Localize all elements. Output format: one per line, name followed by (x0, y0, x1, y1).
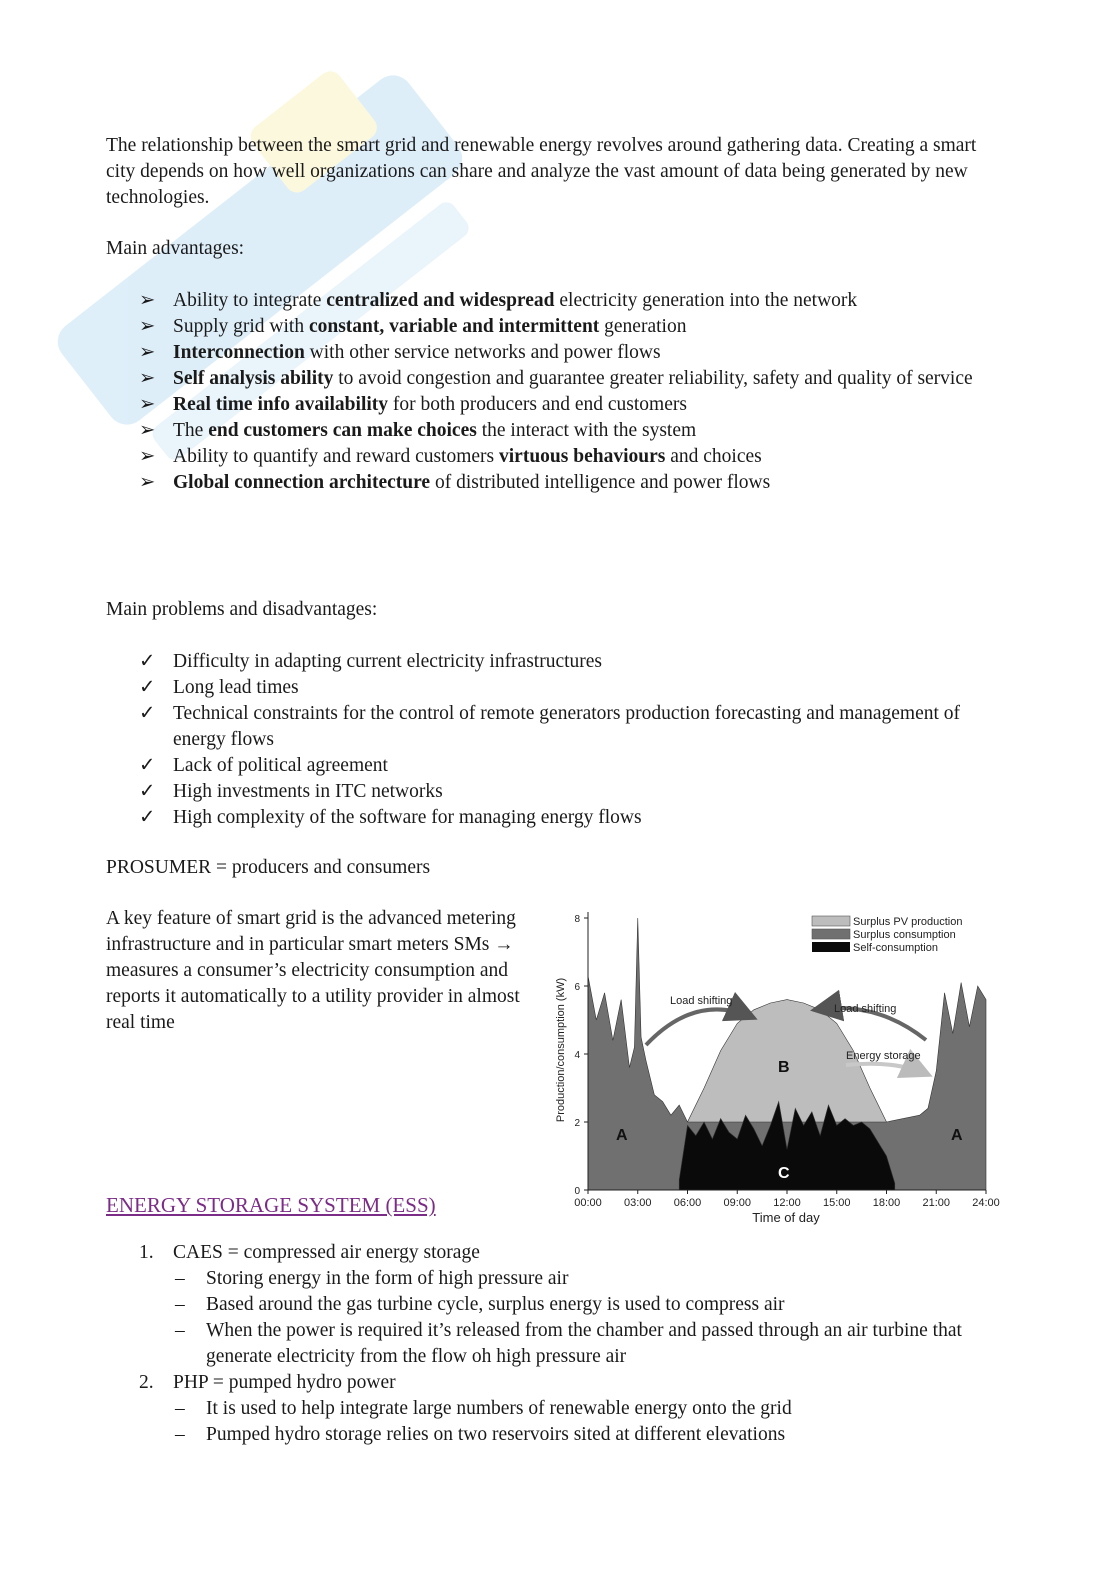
list-item: 2. PHP = pumped hydro power – It is used to help integrate large numbers of renewable energy onto the grid – Pumped hydro storage relies on two reservoirs sited at different elevations (106, 1370, 1016, 1448)
legend-swatch-surplus-consumption (812, 929, 850, 939)
arrow-bullet-icon: ➢ (139, 368, 156, 389)
legend-label-pv: Surplus PV production (853, 916, 963, 928)
advantages-list (106, 288, 1016, 496)
list-item: – Pumped hydro storage relies on two reservoirs sited at different elevations (173, 1422, 1016, 1448)
section-heading-ess[interactable]: ENERGY STORAGE SYSTEM (ESS) (106, 1193, 436, 1217)
y-tick-label: 0 (574, 1186, 580, 1197)
list-item: – Based around the gas turbine cycle, surplus energy is used to compress air (173, 1292, 1016, 1318)
list-item: ➢ The end customers can make choices the interact with the system (106, 418, 1016, 444)
check-bullet-icon: ✓ (139, 703, 156, 724)
legend-label-surplus-consumption: Surplus consumption (853, 929, 956, 941)
item-number: 2. (139, 1372, 154, 1393)
region-label-a-left: A (616, 1127, 628, 1144)
check-bullet-icon: ✓ (139, 677, 156, 698)
arrow-bullet-icon: ➢ (139, 394, 156, 415)
annotation-load-shifting-right: Load shifting (834, 1003, 897, 1015)
list-item: ➢ Supply grid with constant, variable and intermittent generation (106, 314, 1016, 340)
list-item: ➢ Real time info availability for both producers and end customers (106, 392, 1016, 418)
region-label-c: C (778, 1165, 790, 1182)
region-label-a-right: A (951, 1127, 963, 1144)
annotation-energy-storage: Energy storage (846, 1050, 921, 1062)
x-tick-label: 15:00 (822, 1197, 851, 1209)
arrow-bullet-icon: ➢ (139, 290, 156, 311)
disadvantages-heading: Main problems and disadvantages: (106, 599, 378, 620)
y-tick-label: 8 (574, 914, 580, 925)
list-item: ➢ Ability to quantify and reward customers virtuous behaviours and choices (106, 444, 1016, 470)
legend-swatch-pv (812, 916, 850, 926)
arrow-bullet-icon: ➢ (139, 420, 156, 441)
arrow-bullet-icon: ➢ (139, 472, 156, 493)
y-tick-label: 4 (574, 1050, 580, 1061)
list-item: ✓ Difficulty in adapting current electricity infrastructures (106, 649, 1016, 675)
advantages-heading: Main advantages: (106, 238, 245, 259)
x-tick-label: 18:00 (872, 1197, 901, 1209)
list-item: ✓ Lack of political agreement (106, 753, 1016, 779)
dash-bullet-icon: – (175, 1268, 185, 1289)
list-item: – Storing energy in the form of high pressure air (173, 1266, 1016, 1292)
x-axis-label: Time of day (752, 1210, 820, 1225)
intro-paragraph: The relationship between the smart grid and renewable energy revolves around gathering data. Creating a smart city depends on how well organizations can share and analyze the vast amount of data being generated by new technologies. (106, 135, 977, 208)
region-label-b: B (778, 1059, 790, 1076)
legend-label-self-consumption: Self-consumption (853, 942, 938, 954)
dash-bullet-icon: – (175, 1398, 185, 1419)
legend-swatch-self-consumption (812, 942, 850, 952)
prosumer-definition: PROSUMER = producers and consumers (106, 857, 431, 878)
dash-bullet-icon: – (175, 1294, 185, 1315)
list-item: ➢ Interconnection with other service networks and power flows (106, 340, 1016, 366)
list-item: ✓ High complexity of the software for managing energy flows (106, 805, 1016, 831)
x-tick-label: 24:00 (972, 1197, 1000, 1209)
sub-list (173, 1266, 1016, 1370)
list-item: ➢ Ability to integrate centralized and widespread electricity generation into the network (106, 288, 1016, 314)
disadvantages-list (106, 649, 1016, 831)
list-item: ✓ Technical constraints for the control of remote generators production forecasting and management of energy flows (139, 703, 961, 750)
arrow-bullet-icon: ➢ (139, 316, 156, 337)
list-item: ➢ Global connection architecture of distributed intelligence and power flows (106, 470, 1016, 496)
check-bullet-icon: ✓ (139, 755, 156, 776)
y-tick-label: 6 (574, 982, 580, 993)
item-number: 1. (139, 1242, 154, 1263)
list-item: 1. CAES = compressed air energy storage – Storing energy in the form of high pressure air – Based around the gas turbine cycle, surplus energy is used to compress air – When the power is required it’s released from the chamber and passed through an air turbine that generate electricity from the flow oh high pressure air (106, 1240, 1016, 1370)
sub-list (173, 1396, 1016, 1448)
annotation-load-shifting-left: Load shifting (670, 995, 733, 1007)
x-tick-label: 00:00 (574, 1197, 602, 1209)
list-item: – It is used to help integrate large numbers of renewable energy onto the grid (173, 1396, 1016, 1422)
list-item: ➢ Self analysis ability to avoid congestion and guarantee greater reliability, safety and quality of service (106, 366, 1016, 392)
dash-bullet-icon: – (175, 1424, 185, 1445)
check-bullet-icon: ✓ (139, 807, 156, 828)
x-tick-label: 21:00 (922, 1197, 951, 1209)
check-bullet-icon: ✓ (139, 651, 156, 672)
check-bullet-icon: ✓ (139, 781, 156, 802)
x-tick-label: 03:00 (623, 1197, 652, 1209)
x-tick-label: 12:00 (773, 1197, 801, 1209)
x-tick-label: 06:00 (673, 1197, 702, 1209)
list-item: ✓ Long lead times (106, 675, 1016, 701)
y-tick-label: 2 (574, 1118, 580, 1129)
dash-bullet-icon: – (175, 1320, 185, 1341)
energy-profile-chart (546, 900, 1006, 1230)
list-item: ✓ High investments in ITC networks (106, 779, 1016, 805)
key-feature-paragraph: A key feature of smart grid is the advanced metering infrastructure and in particular smart meters SMs → measures a consumer’s electricity consumption and reports it automatically to a utility provider in almost real time (106, 908, 520, 1033)
arrow-bullet-icon: ➢ (139, 446, 156, 467)
y-axis-label: Production/consumption (kW) (555, 977, 567, 1123)
arrow-bullet-icon: ➢ (139, 342, 156, 363)
list-item: – When the power is required it’s released from the chamber and passed through an air turbine that generate electricity from the flow oh high pressure air (175, 1320, 962, 1367)
ess-list (106, 1240, 1016, 1448)
x-tick-label: 09:00 (723, 1197, 752, 1209)
